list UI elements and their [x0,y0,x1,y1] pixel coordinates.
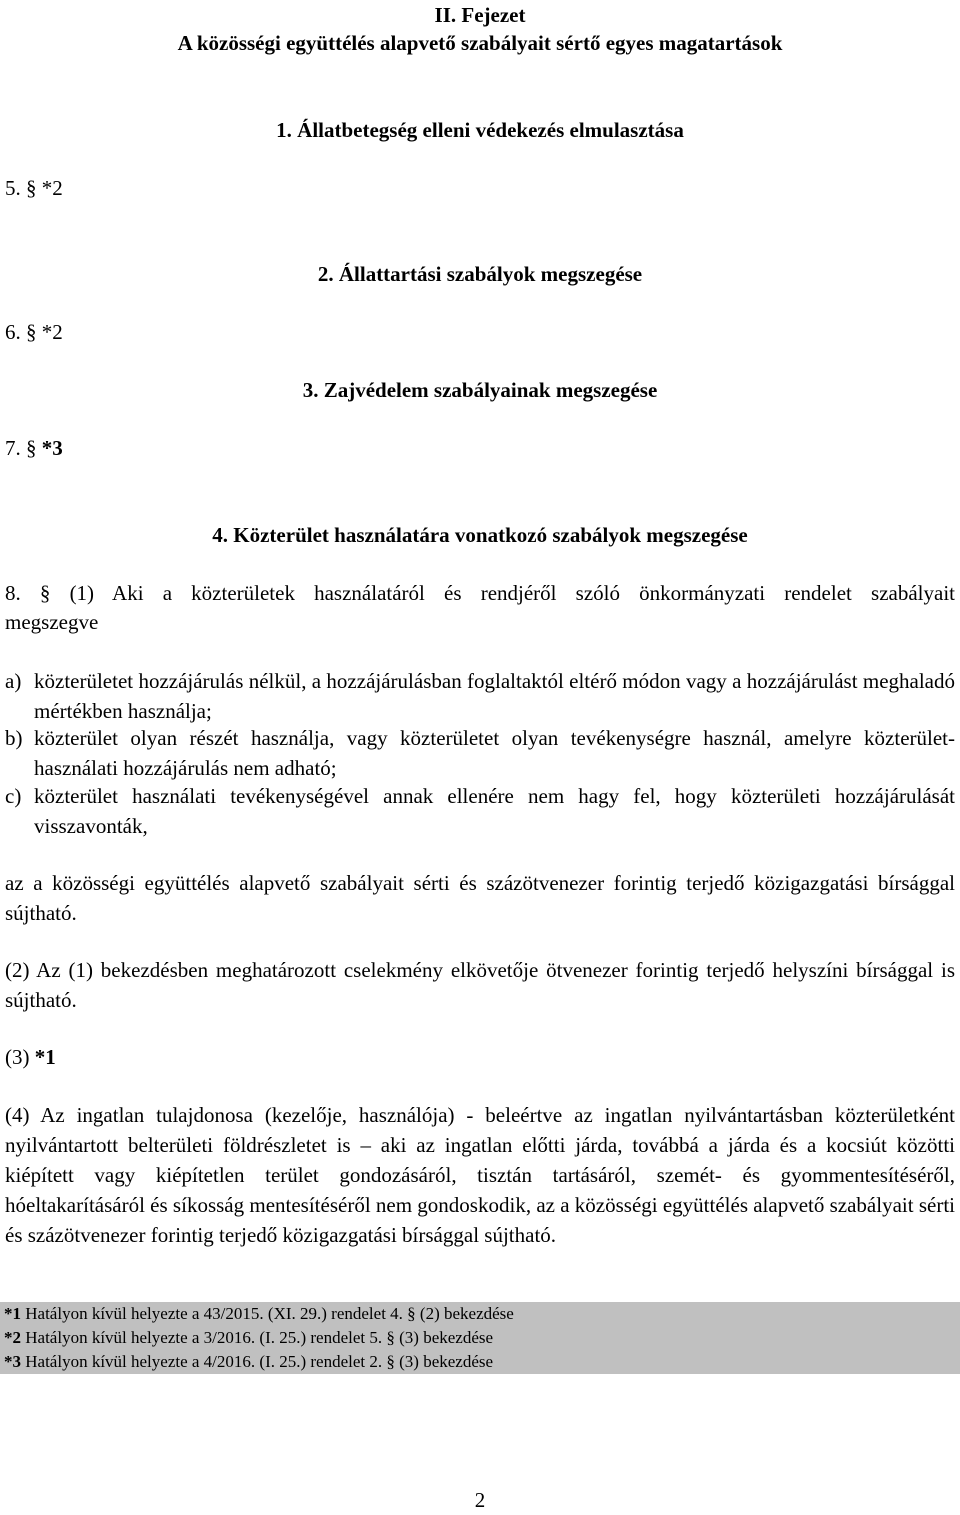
section-heading-1: 1. Állatbetegség elleni védekezés elmulasztása [276,118,684,142]
footnote-text: Hatályon kívül helyezte a 43/2015. (XI. 29.) rendelet 4. § (2) bekezdése [25,1304,514,1323]
para8-subsection-4: (4) Az ingatlan tulajdonosa (kezelője, használója) - beleértve az ingatlan nyilvántartásban közterületként nyilvántartott belterületi földrészletet is – aki az ingatlan előtti járda, továbbá a járda és a kocsiút közötti kiépített vagy kiépítetlen terület gondozásáról, tisztán tartásáról, szemét- és gyommentesítéséről, hóeltakarításáról és síkosság mentesítéséről nem gondoskodik, az a közösségi együttélés alapvető szabályait sérti és százötvenezer forintig terjedő közigazgatási bírsággal sújtható. [5,1103,955,1247]
footnote-2 [0,1326,960,1350]
footnote-mark: *1 [4,1304,21,1323]
footnote-mark: *3 [4,1352,21,1371]
footnote-ref: *3 [41,436,63,460]
point-label: a) [5,669,22,693]
para8-point-a [5,666,955,726]
point-text: közterületet hozzájárulás nélkül, a hozzájárulásban foglaltaktól eltérő módon vagy a hozzájárulást meghaladó mértékben használja; [34,669,955,723]
paragraph-number: 6. § [5,320,37,344]
para8-conclusion: az a közösségi együttélés alapvető szabályait sérti és százötvenezer forintig terjedő közigazgatási bírsággal sújtható. [5,871,955,925]
footnote-1 [0,1302,960,1326]
para8-point-b [5,723,955,783]
subsection-number: (3) [5,1045,30,1069]
point-label: c) [5,784,22,808]
paragraph-6 [5,317,63,347]
section-heading-2: 2. Állattartási szabályok megszegése [317,262,643,286]
point-text: közterület használati tevékenységével annak ellenére nem hagy fel, hogy közterületi hozzájárulását visszavonták, [34,784,955,838]
paragraph-number: 7. § [5,436,37,460]
point-label: b) [5,726,23,750]
footnote-3 [0,1350,960,1374]
footnote-ref: *2 [41,320,63,344]
para8-subsection-2: (2) Az (1) bekezdésben meghatározott cselekmény elkövetője ötvenezer forintig terjedő helyszíni bírsággal is sújtható. [5,958,955,1012]
point-text: közterület olyan részét használja, vagy közterületet olyan tevékenységre használ, amelyre közterület-használati hozzájárulás nem adható; [34,726,955,780]
paragraph-7 [5,433,63,463]
para8-intro-line-1: 8. § (1) Aki a közterületek használatáról és rendjéről szóló önkormányzati rendelet szabályait [5,581,955,605]
section-heading-3: 3. Zajvédelem szabályainak megszegése [302,378,658,402]
chapter-title: A közösségi együttélés alapvető szabályait sértő egyes magatartások [177,31,783,55]
footnote-text: Hatályon kívül helyezte a 3/2016. (I. 25.) rendelet 5. § (3) bekezdése [25,1328,494,1347]
footnote-ref: *2 [41,176,63,200]
footnote-text: Hatályon kívül helyezte a 4/2016. (I. 25.) rendelet 2. § (3) bekezdése [25,1352,494,1371]
footnotes [0,1302,960,1374]
chapter-number: II. Fejezet [434,3,526,27]
footnote-mark: *2 [4,1328,21,1347]
para8-point-c [5,781,955,841]
footnote-ref: *1 [34,1045,56,1069]
paragraph-5 [5,173,63,203]
section-heading-4: 4. Közterület használatára vonatkozó szabályok megszegése [212,523,748,547]
para8-subsection-3 [5,1042,56,1072]
para8-intro-line-2: megszegve [5,610,99,634]
paragraph-number: 5. § [5,176,37,200]
page-number: 2 [474,1488,486,1512]
